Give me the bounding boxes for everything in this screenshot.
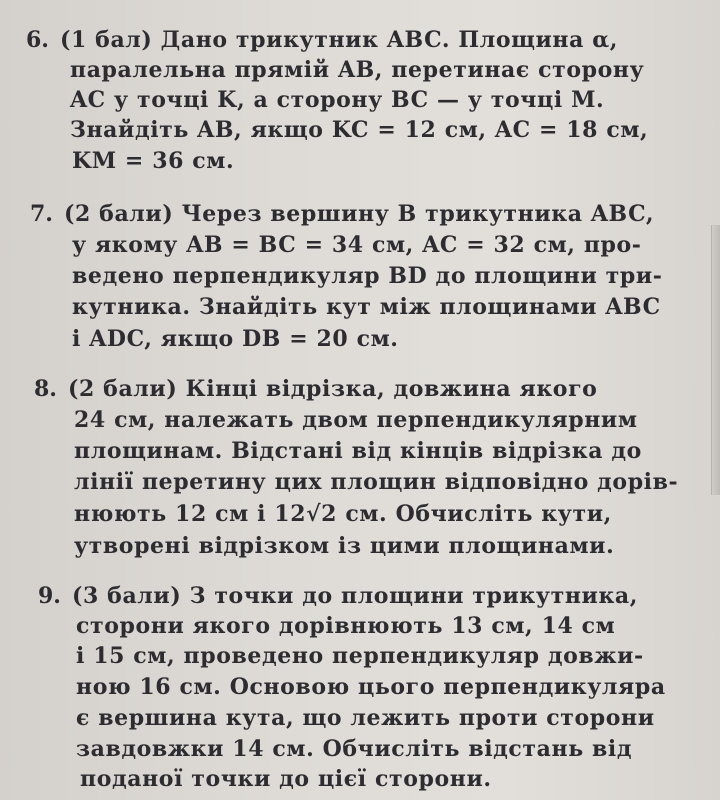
problem-text-line: лінії перетину цих площин відповідно дорів- [74,469,679,495]
problem-text-line: ведено перпендикуляр BD до площини три- [72,263,663,289]
problem-text-line: площинам. Відстані від кінців відрізка до [74,438,642,464]
problem-text-line: нюють 12 см і 12√2 см. Обчисліть кути, [74,501,612,527]
problem-text-line: утворені відрізком із цими площинами. [74,533,615,559]
problem-text-line: поданої точки до цієї сторони. [80,766,492,792]
problem-text-line: і ADC, якщо DB = 20 см. [72,326,399,352]
problem-text-line: кутника. Знайдіть кут між площинами ABC [72,294,661,320]
problem-text-line: (2 бали) Кінці відрізка, довжина якого [68,376,598,402]
problem-text-line: є вершина кута, що лежить проти сторони [76,705,655,731]
problem-text-line: Знайдіть AB, якщо KC = 12 см, AC = 18 см, [70,117,649,143]
problem-number: 8. [34,376,57,402]
problem-number: 6. [26,27,49,53]
page-edge [711,225,720,495]
problem-text-line: у якому AB = BC = 34 см, AC = 32 см, про- [72,232,642,258]
problem-text-line: ною 16 см. Основою цього перпендикуляра [76,674,666,700]
problem-text-line: паралельна прямій AB, перетинає сторону [70,57,645,83]
problem-text-line: і 15 см, проведено перпендикуляр довжи- [76,643,644,669]
problem-text-line: 24 см, належать двом перпендикулярним [74,407,638,433]
problem-text-line: KM = 36 см. [72,148,235,174]
problem-number: 9. [38,583,61,609]
problem-number: 7. [30,201,53,227]
problem-text-line: (3 бали) З точки до площини трикутника, [72,583,639,609]
problem-text-line: AC у точці K, а сторону BC — у точці M. [70,87,605,113]
problem-text-line: сторони якого дорівнюють 13 см, 14 см [76,613,616,639]
problem-text-line: (2 бали) Через вершину B трикутника ABC, [64,201,655,227]
problem-text-line: завдовжки 14 см. Обчисліть відстань від [76,736,633,762]
problem-text-line: (1 бал) Дано трикутник ABC. Площина α, [60,27,619,53]
